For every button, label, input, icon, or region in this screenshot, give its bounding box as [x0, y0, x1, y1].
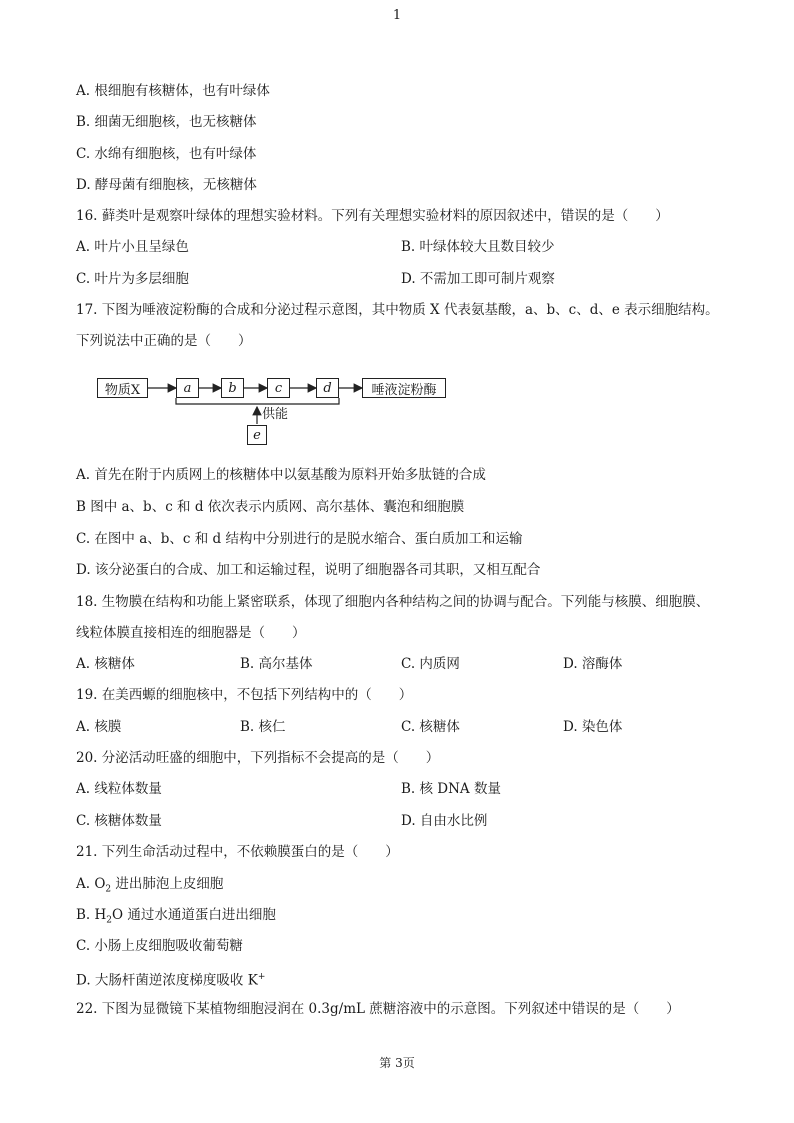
- q21-option-c: C. 小肠上皮细胞吸收葡萄糖: [76, 938, 243, 954]
- q15-option-a: A. 根细胞有核糖体，也有叶绿体: [76, 83, 270, 99]
- q22-stem: 22. 下图为显微镜下某植物细胞浸润在 0.3g/mL 蔗糖溶液中的示意图。下列叙述中错误的是（ ）: [76, 1001, 680, 1017]
- q17-stem-line2: 下列说法中正确的是（ ）: [76, 333, 252, 349]
- q17-option-a: A. 首先在附于内质网上的核糖体中以氨基酸为原料开始多肽链的合成: [76, 467, 486, 483]
- q21-option-a-subscript: 2: [105, 884, 112, 895]
- q16-stem: 16. 藓类叶是观察叶绿体的理想实验材料。下列有关理想实验材料的原因叙述中，错误的是（ ）: [76, 208, 669, 224]
- energy-label: 供能: [262, 407, 289, 422]
- q21-option-d-text: D. 大肠杆菌逆浓度梯度吸收 K: [76, 972, 258, 989]
- q16-option-c: C. 叶片为多层细胞: [76, 271, 189, 287]
- q20-option-b: B. 核 DNA 数量: [401, 781, 501, 797]
- q21-option-b-subscript: 2: [106, 915, 113, 926]
- flow-node-a: [176, 378, 199, 398]
- q17-option-d: D. 该分泌蛋白的合成、加工和运输过程，说明了细胞器各司其职，又相互配合: [76, 562, 541, 578]
- q21-option-b: [76, 906, 276, 930]
- q15-option-c: C. 水绵有细胞核，也有叶绿体: [76, 146, 257, 162]
- q19-option-d: D. 染色体: [563, 719, 623, 735]
- q16-option-d: D. 不需加工即可制片观察: [401, 271, 555, 287]
- q17-option-b: B 图中 a、b、c 和 d 依次表示内质网、高尔基体、囊泡和细胞膜: [76, 499, 465, 515]
- page-number-top: 1: [392, 8, 402, 23]
- q18-option-b: B. 高尔基体: [240, 656, 313, 672]
- q21-option-b-text: O 通过水通道蛋白进出细胞: [112, 907, 276, 923]
- q20-stem: 20. 分泌活动旺盛的细胞中，下列指标不会提高的是（ ）: [76, 750, 440, 766]
- q20-option-c: C. 核糖体数量: [76, 813, 162, 829]
- q18-option-c: C. 内质网: [401, 656, 460, 672]
- q21-option-a-prefix: A. O: [76, 876, 106, 892]
- q21-option-d-superscript: +: [257, 972, 266, 982]
- q20-option-a: A. 线粒体数量: [76, 781, 162, 797]
- flow-start-label: 物质X: [104, 382, 141, 398]
- q17-option-c: C. 在图中 a、b、c 和 d 结构中分别进行的是脱水缩合、蛋白质加工和运输: [76, 531, 523, 547]
- q21-option-d: [76, 968, 265, 990]
- q19-stem: 19. 在美西螈的细胞核中，不包括下列结构中的（ ）: [76, 687, 413, 703]
- flow-node-d-label: d: [323, 380, 332, 396]
- q20-option-d: D. 自由水比例: [401, 813, 488, 829]
- q15-option-b: B. 细菌无细胞核，也无核糖体: [76, 114, 257, 130]
- q18-option-d: D. 溶酶体: [563, 656, 623, 672]
- energy-bracket: [176, 398, 339, 404]
- q15-option-d: D. 酵母菌有细胞核，无核糖体: [76, 177, 257, 193]
- flow-node-d: [316, 378, 339, 398]
- q19-option-b: B. 核仁: [240, 719, 286, 735]
- flow-node-c: [267, 378, 290, 398]
- q19-option-a: A. 核膜: [76, 719, 122, 735]
- flow-node-e: [247, 425, 267, 445]
- q18-option-a: A. 核糖体: [76, 656, 135, 672]
- q21-option-b-prefix: B. H: [76, 907, 107, 923]
- page-footer: 第 3页: [379, 1056, 415, 1070]
- q17-stem-line1: 17. 下图为唾液淀粉酶的合成和分泌过程示意图，其中物质 X 代表氨基酸，a、b、c、d、e 表示细胞结构。: [76, 302, 719, 318]
- q19-option-c: C. 核糖体: [401, 719, 460, 735]
- flow-start-box: [97, 378, 148, 398]
- flow-node-b-label: b: [228, 380, 237, 396]
- q21-option-a: [76, 875, 223, 899]
- flow-end-box: [362, 378, 446, 398]
- q16-option-a: A. 叶片小且呈绿色: [76, 239, 189, 255]
- flow-node-c-label: c: [274, 380, 283, 396]
- flow-node-b: [221, 378, 244, 398]
- q18-stem-line1: 18. 生物膜在结构和功能上紧密联系，体现了细胞内各种结构之间的协调与配合。下列能与核膜、细胞膜、: [76, 594, 710, 610]
- q21-stem: 21. 下列生命活动过程中，不依赖膜蛋白的是（ ）: [76, 844, 399, 860]
- flow-end-label: 唾液淀粉酶: [371, 382, 437, 398]
- q16-option-b: B. 叶绿体较大且数目较少: [401, 239, 555, 255]
- flow-node-a-label: a: [183, 380, 192, 396]
- flow-node-e-label: e: [253, 427, 261, 443]
- q18-stem-line2: 线粒体膜直接相连的细胞器是（ ）: [76, 625, 306, 641]
- secretion-flow-diagram: [97, 374, 457, 454]
- q21-option-a-text: 进出肺泡上皮细胞: [111, 876, 224, 892]
